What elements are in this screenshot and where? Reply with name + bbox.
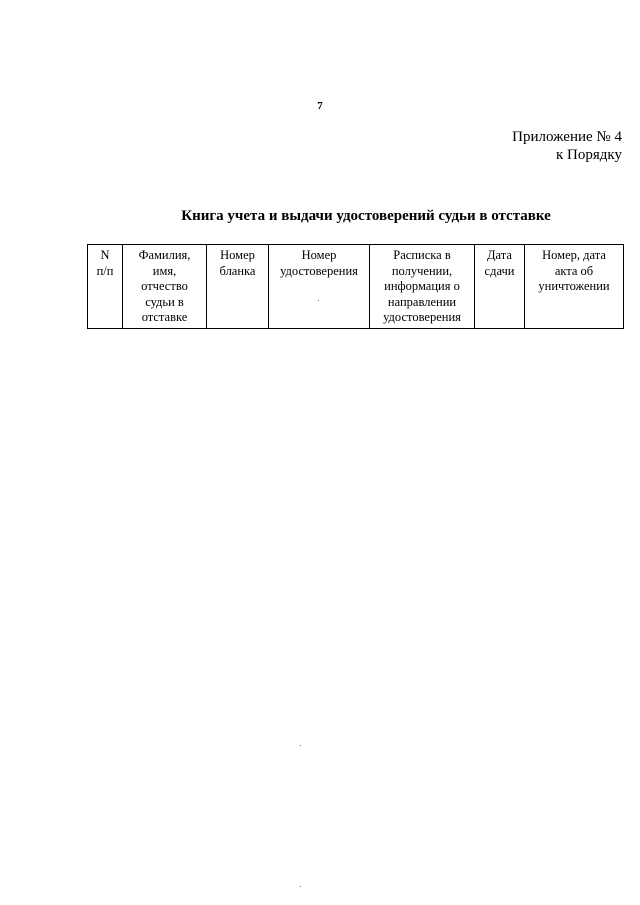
appendix-line-2: к Порядку: [556, 147, 622, 163]
document-title: Книга учета и выдачи удостоверений судьи в отставке: [181, 208, 551, 224]
header-text-line: уничтожении: [538, 279, 610, 293]
scan-speck: [318, 300, 319, 301]
header-text-line: имя,: [152, 263, 177, 278]
header-text-line: информация о: [384, 279, 460, 293]
header-text-line: сдачи: [484, 263, 515, 278]
header-text-line: удостоверения: [383, 310, 461, 324]
register-table: [87, 244, 624, 329]
header-text-line: Номер: [301, 248, 337, 262]
header-cell-full-name: [123, 245, 207, 329]
header-text-line: N: [100, 248, 110, 262]
header-text-line: Расписка в: [393, 248, 451, 262]
scan-speck: [300, 745, 301, 746]
header-text-line: судьи в: [145, 294, 184, 309]
header-text-line: получении,: [391, 263, 453, 278]
header-text-line: удостоверения: [280, 263, 358, 278]
header-text-line: Дата: [487, 248, 512, 262]
header-cell-return-date: [475, 245, 525, 329]
header-cell-number: [88, 245, 123, 329]
header-cell-form-number: [207, 245, 269, 329]
appendix-label: [512, 128, 622, 164]
header-cell-receipt-info: [370, 245, 475, 329]
header-text-line: направлении: [387, 294, 457, 309]
header-cell-certificate-number: [269, 245, 370, 329]
header-text-line: бланка: [219, 263, 256, 278]
header-text-line: акта об: [554, 263, 594, 278]
header-text-line: п/п: [96, 263, 114, 278]
page-number: 7: [317, 100, 323, 112]
header-text-line: Фамилия,: [138, 248, 191, 262]
header-cell-destruction-act: [525, 245, 624, 329]
scan-speck: [300, 886, 301, 887]
header-text-line: отставке: [141, 310, 188, 324]
table-header-row: [88, 245, 624, 329]
header-text-line: отчество: [141, 279, 188, 293]
header-text-line: Номер: [220, 248, 255, 262]
appendix-line-1: Приложение № 4: [512, 129, 622, 145]
header-text-line: Номер, дата: [542, 248, 606, 262]
